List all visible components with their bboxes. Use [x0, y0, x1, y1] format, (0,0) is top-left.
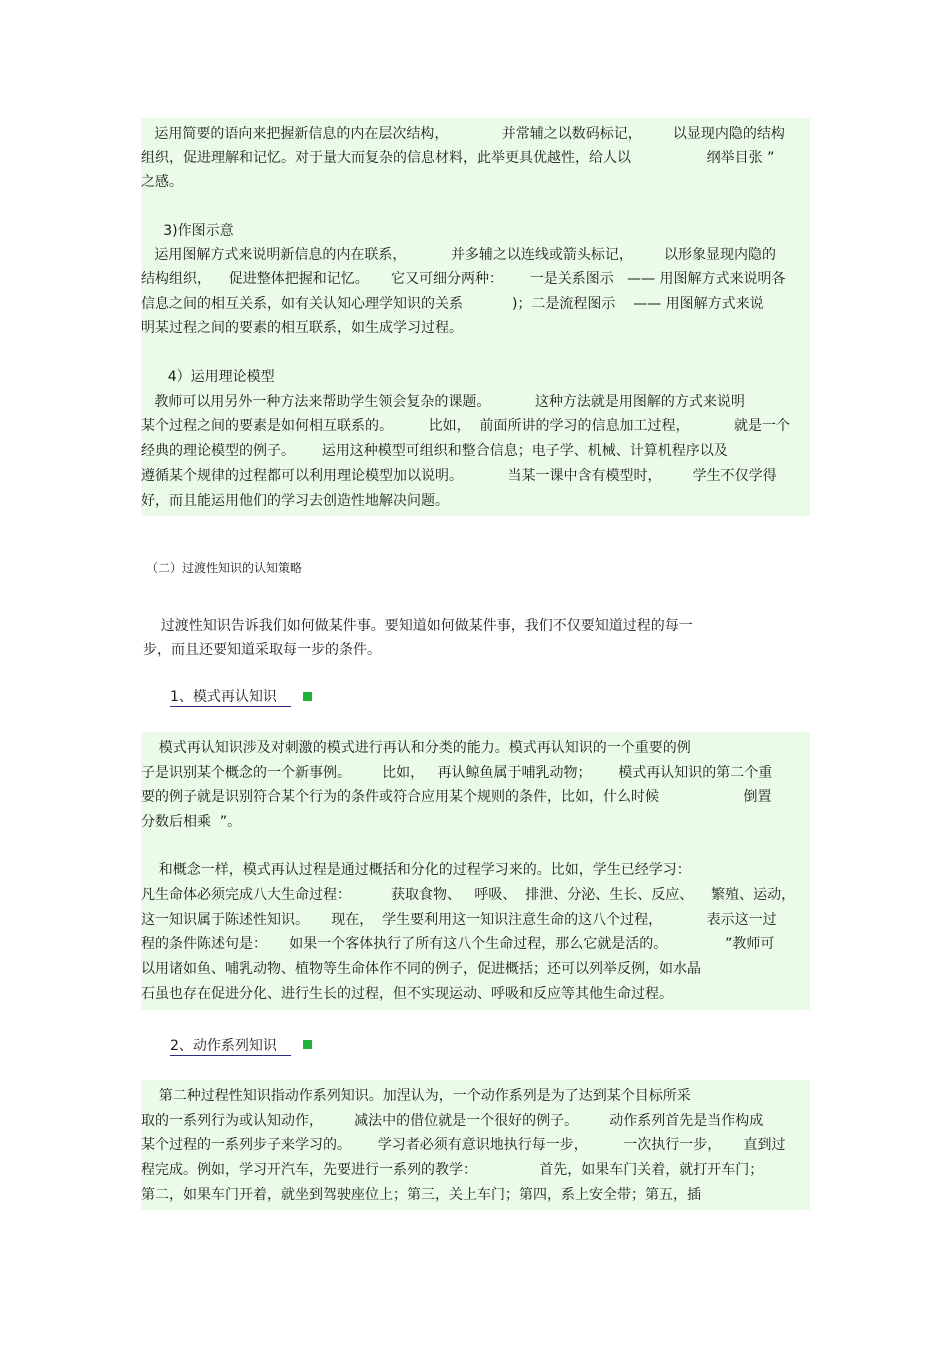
- paragraph-line: 分数后相乘 ”。: [141, 814, 242, 830]
- subheading: 4）运用理论模型: [141, 369, 275, 385]
- paragraph-line: 取的一系列行为或认知动作， 减法中的借位就是一个很好的例子。 动作系列首先是当作构成: [141, 1113, 764, 1129]
- paragraph-line: 之感。: [141, 174, 183, 190]
- paragraph-line: 程完成。例如，学习开汽车，先要进行一系列的教学： 首先，如果车门关着，就打开车门；: [141, 1162, 764, 1178]
- paragraph-line: 以用诸如鱼、哺乳动物、植物等生命体作不同的例子，促进概括；还可以列举反例，如水晶: [141, 961, 701, 977]
- paragraph-line: 要的例子就是识别符合某个行为的条件或符合应用某个规则的条件，比如，什么时候 倒置: [141, 789, 772, 805]
- intro-line: 过渡性知识告诉我们如何做某件事。要知道如何做某件事，我们不仅要知道过程的每一: [143, 618, 693, 634]
- paragraph-line: 结构组织， 促进整体把握和记忆。 它又可细分两种： 一是关系图示 —— 用图解方式来说明各: [141, 271, 786, 287]
- paragraph-line: 子是识别某个概念的一个新事例。 比如， 再认鲸鱼属于哺乳动物； 模式再认知识的第二个重: [141, 765, 773, 781]
- green-square-marker: [303, 692, 312, 701]
- paragraph-line: 模式再认知识涉及对刺激的模式进行再认和分类的能力。模式再认知识的一个重要的例: [141, 740, 691, 756]
- section-title: （二）过渡性知识的认知策略: [146, 561, 303, 575]
- paragraph-line: 明某过程之间的要素的相互联系，如生成学习过程。: [141, 320, 463, 336]
- subheading: 3)作图示意: [141, 223, 234, 239]
- paragraph-line: 第二种过程性知识指动作系列知识。加涅认为，一个动作系列是为了达到某个目标所采: [141, 1088, 691, 1104]
- text-block-3: [141, 1080, 810, 1210]
- heading-pattern-recognition: 1、模式再认知识: [170, 688, 291, 707]
- paragraph-line: 这一知识属于陈述性知识。 现在， 学生要利用这一知识注意生命的这八个过程， 表示这一过: [141, 912, 777, 928]
- paragraph-line: 经典的理论模型的例子。 运用这种模型可组织和整合信息；电子学、机械、计算机程序以及: [141, 443, 728, 459]
- text-block-2: [141, 732, 810, 1010]
- paragraph-line: 程的条件陈述句是： 如果一个客体执行了所有这八个生命过程，那么它就是活的。 ”教师可: [141, 936, 775, 952]
- paragraph-line: 遵循某个规律的过程都可以利用理论模型加以说明。 当某一课中含有模型时， 学生不仅学得: [141, 468, 777, 484]
- paragraph-line: 凡生命体必须完成八大生命过程： 获取食物、 呼吸、 排泄、分泌、生长、反应、 繁殖、运动，: [141, 887, 796, 903]
- paragraph-line: 某个过程之间的要素是如何相互联系的。 比如， 前面所讲的学习的信息加工过程， 就是一个: [141, 418, 791, 434]
- paragraph-line: 第二，如果车门开着，就坐到驾驶座位上；第三，关上车门；第四，系上安全带；第五，插: [141, 1187, 701, 1203]
- paragraph-line: 运用简要的语向来把握新信息的内在层次结构， 并常辅之以数码标记， 以显现内隐的结构: [141, 126, 785, 142]
- paragraph-line: 组织，促进理解和记忆。对于量大而复杂的信息材料，此举更具优越性，给人以 纲举目张 ”: [141, 150, 775, 166]
- paragraph-line: 和概念一样，模式再认过程是通过概括和分化的过程学习来的。比如，学生已经学习：: [141, 862, 691, 878]
- paragraph-line: 好，而且能运用他们的学习去创造性地解决问题。: [141, 493, 449, 509]
- paragraph-line: 石虽也存在促进分化、进行生长的过程，但不实现运动、呼吸和反应等其他生命过程。: [141, 986, 673, 1002]
- green-square-marker: [303, 1040, 312, 1049]
- paragraph-line: 运用图解方式来说明新信息的内在联系， 并多辅之以连线或箭头标记， 以形象显现内隐的: [141, 247, 777, 263]
- paragraph-line: 信息之间的相互关系，如有关认知心理学知识的关系 )；二是流程图示 —— 用图解方式来说: [141, 296, 764, 312]
- paragraph-line: 某个过程的一系列步子来学习的。 学习者必须有意识地执行每一步， 一次执行一步， 直到过: [141, 1137, 786, 1153]
- heading-action-sequence: 2、动作系列知识: [170, 1037, 291, 1056]
- intro-line: 步，而且还要知道采取每一步的条件。: [143, 642, 381, 658]
- text-block-1: [141, 118, 810, 516]
- paragraph-line: 教师可以用另外一种方法来帮助学生领会复杂的课题。 这种方法就是用图解的方式来说明: [141, 394, 745, 410]
